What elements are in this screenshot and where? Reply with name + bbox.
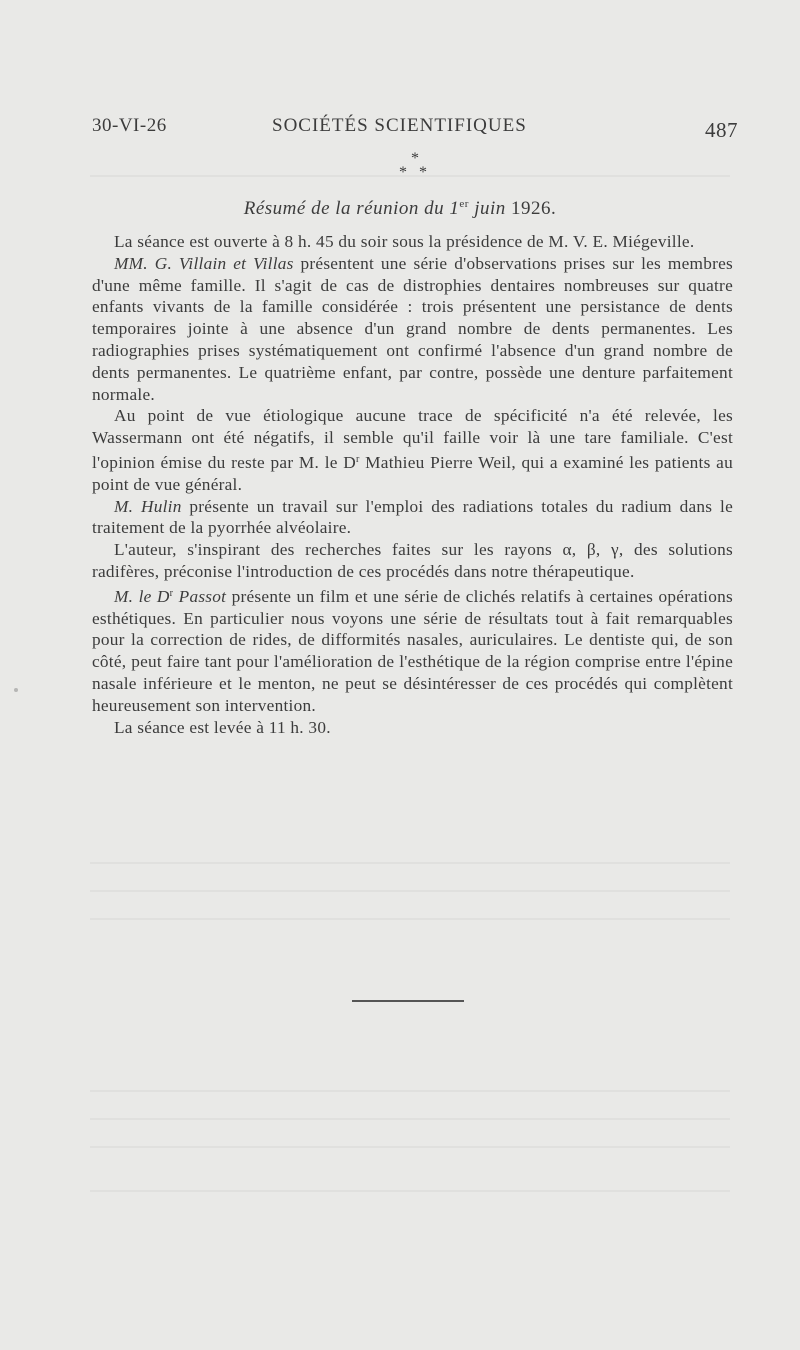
paragraph-villain-villas	[92, 253, 733, 406]
bleed-through-line	[90, 918, 730, 920]
paragraph-author	[92, 539, 733, 583]
bleed-through-line	[90, 1146, 730, 1148]
asterism	[395, 152, 435, 184]
header-journal-title: SOCIÉTÉS SCIENTIFIQUES	[272, 115, 527, 136]
section-title-month: juin	[468, 198, 506, 219]
section-title-text: Résumé de la réunion du 1	[243, 198, 460, 219]
speaker-names: M. le D	[114, 586, 170, 606]
section-title-year: 1926.	[505, 198, 557, 219]
running-head	[92, 115, 738, 142]
speaker-names: M. Hulin	[114, 496, 182, 516]
section-title-sup: er	[459, 198, 469, 210]
doctor-abbrev-sup: r	[356, 453, 360, 465]
section-end-rule	[352, 1000, 464, 1002]
paragraph-text: L'auteur, s'inspirant des recherches faites sur les rayons α, β, γ, des solutions radifères, préconise l'introduction de ces procédés dans notre thérapeutique.	[92, 540, 733, 581]
paragraph-closing	[92, 717, 733, 739]
paragraph-passot	[92, 583, 733, 717]
asterism-top: *	[411, 150, 419, 167]
paragraph-hulin	[92, 496, 733, 540]
bleed-through-line	[90, 1118, 730, 1120]
bleed-through-line	[90, 1190, 730, 1192]
page-number: 487	[705, 118, 738, 142]
paragraph-text: présente un travail sur l'emploi des radiations totales du radium dans le traitement de la pyorrhée alvéolaire.	[92, 496, 734, 538]
page-speck	[14, 688, 18, 692]
paragraph-text: Au point de vue étiologique aucune trace de spécificité n'a été relevée, les Wassermann ont été négatifs, il semble qu'il faille voir là une tare familiale. C'est l'opinion émise du reste par M. le D	[92, 406, 733, 472]
paragraph-text: La séance est ouverte à 8 h. 45 du soir sous la présidence de M. V. E. Miégeville.	[114, 232, 695, 251]
asterism-bottom: * *	[399, 164, 431, 181]
header-date: 30-VI-26	[92, 115, 167, 136]
paragraph-text: présentent une série d'observations prises sur les membres d'une même famille. Il s'agit de cas de distrophies dentaires nombreuses sur quatre enfants vivants de la famille considérée : trois présentent une persistance de dents temporaires jointe à une absence d'un grand nombre de dents permanentes. Les radiographies prises systématiquement ont confirmé l'absence d'un grand nombre de dents permanentes. Le quatrième enfant, par contre, possède une denture parfaitement normale.	[92, 253, 733, 404]
bleed-through-line	[90, 890, 730, 892]
paragraph-text: Mathieu Pierre Weil, qui a examiné les patients au point de vue général.	[92, 452, 733, 494]
paragraph-text: présente un film et une série de clichés relatifs à certaines opérations esthétiques. En particulier nous voyons une série de résultats tout à fait remarquables pour la correction de rides, de difformités nasales, auriculaires. Le dentiste qui, de son côté, peut faire tant pour l'amélioration de l'esthétique de la région comprise entre l'épine nasale inférieure et le menton, ne peut se désintéresser de ces procédés qui complètent heureusement son intervention.	[92, 586, 733, 715]
body-text	[92, 231, 733, 738]
speaker-names: MM. G. Villain et Villas	[114, 253, 294, 273]
doctor-abbrev-sup: r	[169, 587, 174, 599]
paragraph-text: La séance est levée à 11 h. 30.	[114, 717, 331, 737]
speaker-names: Passot	[173, 586, 227, 606]
bleed-through-line	[90, 862, 730, 864]
paragraph-opening	[92, 231, 733, 253]
paragraph-etiology	[92, 405, 733, 495]
section-title	[0, 198, 800, 220]
bleed-through-line	[90, 1090, 730, 1092]
